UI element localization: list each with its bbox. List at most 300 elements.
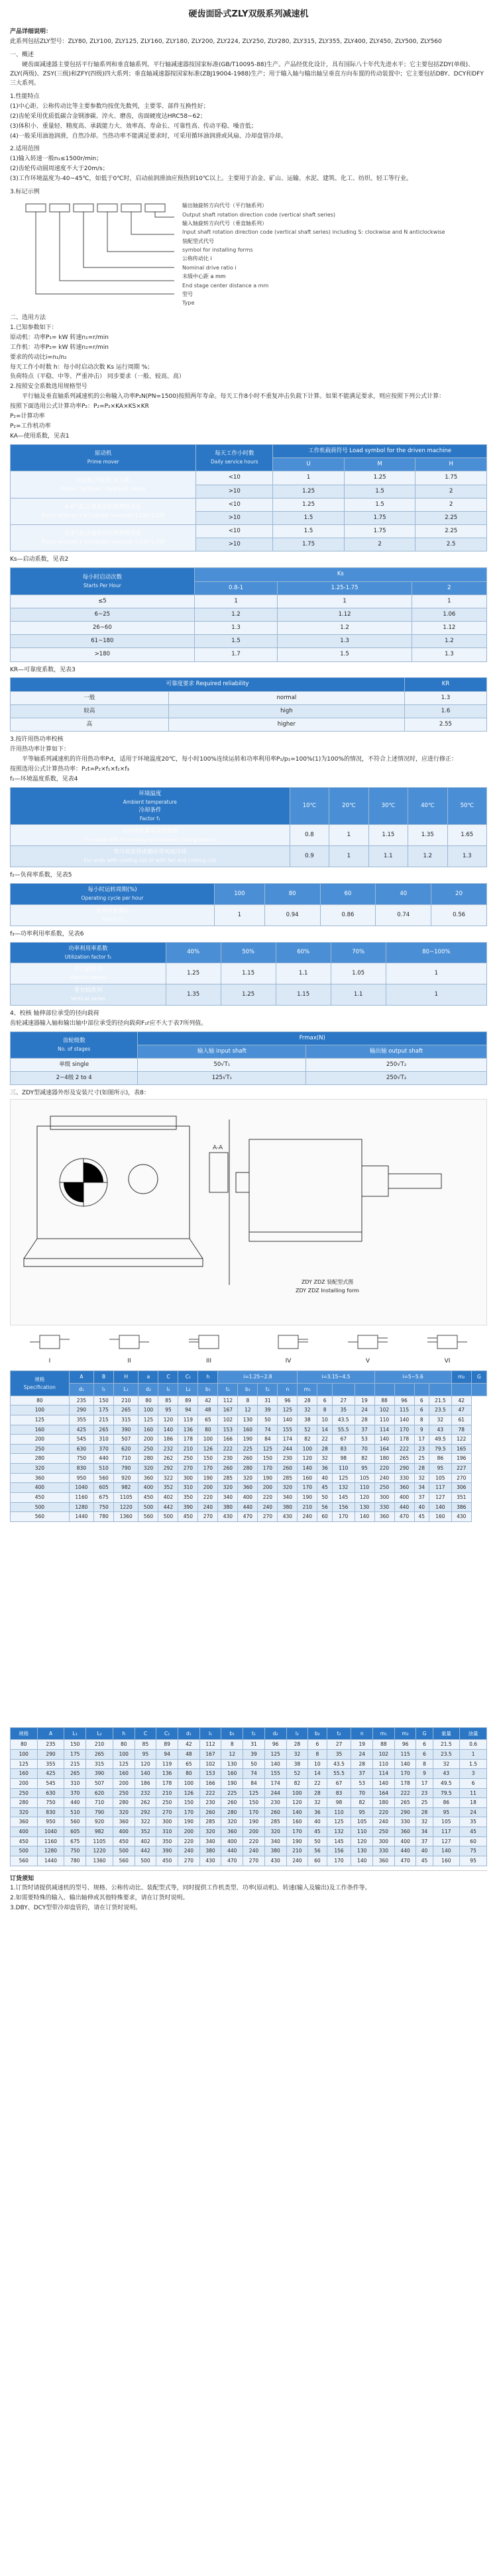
cell: 500 <box>138 1502 158 1512</box>
cell: 1040 <box>37 1827 64 1837</box>
cell: 240 <box>374 1473 394 1483</box>
cell: 37 <box>414 1492 429 1502</box>
cell: 125 <box>113 1759 135 1769</box>
cell: 50 <box>243 1759 265 1769</box>
th-col: m₂ <box>394 1727 416 1740</box>
cell: 42 <box>178 1740 200 1750</box>
cell: 160 <box>138 1425 158 1435</box>
cell-spec: 200 <box>11 1435 70 1445</box>
cell: 330 <box>374 1502 394 1512</box>
cell: 1160 <box>37 1837 64 1846</box>
form-item: V <box>348 1330 388 1367</box>
cell: 40 <box>317 1473 333 1483</box>
cell: 450 <box>138 1492 158 1502</box>
cell: 292 <box>135 1807 156 1817</box>
cell: 250√T₂ <box>306 1059 487 1072</box>
cell: 260 <box>218 1464 238 1474</box>
cell: 25 <box>416 1798 433 1808</box>
cell: 190 <box>258 1473 278 1483</box>
marking-cn: 公称传动比 i <box>182 256 212 262</box>
cell: 49.5 <box>433 1778 460 1788</box>
cell: 1 <box>460 1750 487 1760</box>
form-item: VI <box>427 1330 467 1367</box>
cell: 920 <box>114 1473 138 1483</box>
cell: 32 <box>286 1750 308 1760</box>
cell: 95 <box>460 1856 487 1866</box>
cell: high <box>168 704 404 718</box>
cell: 200 <box>198 1483 218 1493</box>
cell: 8 <box>221 1740 243 1750</box>
cell: 440 <box>394 1502 414 1512</box>
cell: 630 <box>37 1788 64 1798</box>
cell: 450 <box>156 1856 178 1866</box>
cell: 122 <box>451 1435 471 1445</box>
cell: 100 <box>286 1788 308 1798</box>
cell: 23 <box>414 1444 429 1454</box>
cell: 39 <box>258 1406 278 1415</box>
table-row <box>11 1798 487 1808</box>
cell: 160 <box>286 1817 308 1827</box>
th-col <box>332 1384 355 1396</box>
cell: 167 <box>218 1406 238 1415</box>
cell: 1.5 <box>278 648 412 661</box>
cell: 180 <box>374 1454 394 1464</box>
cell: 150 <box>64 1740 86 1750</box>
cell: 80 <box>178 1769 200 1779</box>
cell: 285 <box>218 1473 238 1483</box>
cell: 31 <box>258 1396 278 1406</box>
cell: 507 <box>114 1435 138 1445</box>
cell: 105 <box>433 1817 460 1827</box>
th-col: b₂ <box>308 1727 327 1740</box>
cell: 125 <box>264 1750 286 1760</box>
cell: 1.2 <box>278 622 412 635</box>
cell: 1040 <box>69 1483 93 1493</box>
f2-title: f₂—负荷率系数，见表5 <box>10 872 72 879</box>
thermal-line: f₁—环境温度系数，见表4 <box>10 775 78 783</box>
cell: >180 <box>11 648 195 661</box>
cell: 605 <box>64 1827 86 1837</box>
cell: 360 <box>138 1473 158 1483</box>
cell: 37 <box>351 1769 373 1779</box>
cell: 442 <box>135 1846 156 1856</box>
cell: 240 <box>243 1846 265 1856</box>
cell: 390 <box>114 1425 138 1435</box>
known-item: 每天工作小时数 h：每小时启动次数 Ks 运行周期 %； <box>10 363 154 371</box>
cell: 290 <box>394 1807 416 1817</box>
cell: 34 <box>416 1827 433 1837</box>
cell: 166 <box>218 1435 238 1445</box>
cell: 240 <box>373 1817 395 1827</box>
cell: 140 <box>264 1759 286 1769</box>
th-starts: 每小时启动次数 Starts Per Hour <box>11 568 195 595</box>
table-f1 <box>10 787 487 867</box>
cell: <10 <box>196 498 273 511</box>
cell: 605 <box>94 1483 114 1493</box>
cell: 210 <box>286 1846 308 1856</box>
th-col: 40℃ <box>408 787 447 825</box>
cell: 89 <box>178 1396 198 1406</box>
cell: 790 <box>86 1807 113 1817</box>
cell: 150 <box>94 1396 114 1406</box>
cell: 1 <box>215 904 265 926</box>
cell: 52 <box>298 1425 317 1435</box>
cell: 1105 <box>86 1837 113 1846</box>
cell: 1.25 <box>273 485 345 498</box>
cell: 370 <box>94 1444 114 1454</box>
cell: 130 <box>221 1759 243 1769</box>
table-f2 <box>10 883 487 926</box>
table-f3 <box>10 942 487 1006</box>
cell: 390 <box>178 1502 198 1512</box>
cell: 0.86 <box>320 904 376 926</box>
th-group: i=5~5.6 <box>374 1371 451 1384</box>
cell: 190 <box>178 1817 200 1827</box>
cell: 470 <box>394 1512 414 1522</box>
cell: 119 <box>156 1759 178 1769</box>
cell: 28 <box>416 1807 433 1817</box>
cell: 56 <box>317 1502 333 1512</box>
th-col: 油量 <box>460 1727 487 1740</box>
cell-spec: 560 <box>11 1512 70 1522</box>
cell: 2 <box>415 485 487 498</box>
cell: 982 <box>86 1827 113 1837</box>
cell: 290 <box>37 1750 64 1760</box>
cell: 32 <box>298 1406 317 1415</box>
cell-spec: 360 <box>11 1473 70 1483</box>
feature-item: (3)体积小、重量轻、精度高、承载能力大、效率高、寿命长、可靠性高、传动平稳、噪音低； <box>10 122 257 130</box>
cell: 560 <box>94 1473 114 1483</box>
cell: 402 <box>158 1492 178 1502</box>
cell: 47 <box>451 1406 471 1415</box>
cell: 780 <box>64 1856 86 1866</box>
cell: 227 <box>451 1464 471 1474</box>
cell: 1.25 <box>221 984 276 1006</box>
cell: 425 <box>69 1425 93 1435</box>
cell: 1.3 <box>194 622 278 635</box>
cell: 400 <box>113 1827 135 1837</box>
cell: 450 <box>113 1837 135 1846</box>
th-col: A <box>69 1371 93 1384</box>
cell: 127 <box>433 1837 460 1846</box>
cell: 43.5 <box>327 1759 351 1769</box>
table-row <box>11 1856 487 1866</box>
cell: 28 <box>414 1464 429 1474</box>
table-row <box>11 1492 487 1502</box>
cell-series: 平行轴系列 Parallel series <box>11 963 166 984</box>
cell: 117 <box>433 1827 460 1837</box>
cell: 160 <box>433 1856 460 1866</box>
cell: 125√T₁ <box>138 1072 306 1085</box>
form-item: IV <box>268 1330 308 1367</box>
cell: 86 <box>433 1798 460 1808</box>
th-col: 80~100% <box>386 942 486 963</box>
cell: higher <box>168 718 404 731</box>
cell: 27 <box>332 1396 355 1406</box>
table-row <box>11 1817 487 1827</box>
cell: 115 <box>394 1406 414 1415</box>
cell: 170 <box>178 1807 200 1817</box>
cell: 230 <box>199 1798 221 1808</box>
cell: 1.5 <box>344 485 415 498</box>
cell: normal <box>168 691 404 704</box>
cell: 125 <box>332 1473 355 1483</box>
cell: 84 <box>243 1778 265 1788</box>
cell: 285 <box>278 1473 298 1483</box>
cell: 780 <box>94 1512 114 1522</box>
cell: 35 <box>332 1406 355 1415</box>
cell: 190 <box>298 1492 317 1502</box>
cell: 140 <box>135 1769 156 1779</box>
cell: 23.5 <box>429 1406 452 1415</box>
overview-section <box>10 51 487 89</box>
cell: 200 <box>138 1435 158 1445</box>
cell: 440 <box>238 1502 258 1512</box>
cell: 1360 <box>86 1856 113 1866</box>
cell: 95 <box>135 1750 156 1760</box>
cell: 1 <box>278 595 412 608</box>
order-item: 1.订货时请提供减速机的型号、规格、公称传动比、装配型式等，同时提供工作机类型、功率(原动机)、转速(输入及输出)及工作条件等。 <box>10 1885 371 1892</box>
table-row <box>11 691 487 704</box>
cell: 750 <box>69 1454 93 1464</box>
table-row <box>11 525 487 538</box>
cell: 140 <box>351 1856 373 1866</box>
cell: 315 <box>86 1759 113 1769</box>
cell: 74 <box>258 1425 278 1435</box>
cell: 1 <box>329 825 368 846</box>
cell: 400 <box>394 1837 416 1846</box>
cell: 140 <box>429 1502 452 1512</box>
cell: 260 <box>264 1807 286 1817</box>
cell: 50√T₁ <box>138 1059 306 1072</box>
cell: 83 <box>327 1788 351 1798</box>
cell: 140 <box>394 1415 414 1425</box>
cell: 440 <box>221 1846 243 1856</box>
cell: 1.5 <box>460 1759 487 1769</box>
th-stages: 齿轮级数 No. of stages <box>11 1031 138 1058</box>
cell: 78 <box>451 1425 471 1435</box>
th-col: 规格 <box>11 1727 38 1740</box>
cell: 235 <box>69 1396 93 1406</box>
cell: 1.25 <box>344 471 415 485</box>
cell: 40 <box>416 1846 433 1856</box>
th-col <box>317 1384 333 1396</box>
cell: 130 <box>355 1502 374 1512</box>
cell: 110 <box>351 1827 373 1837</box>
cell: 1.1 <box>368 846 408 867</box>
cell: 210 <box>114 1396 138 1406</box>
form-item: I <box>30 1330 70 1367</box>
cell: 1.1 <box>276 963 331 984</box>
cell: 160 <box>298 1473 317 1483</box>
th-col: l₁ <box>199 1727 221 1740</box>
cell: 102 <box>374 1406 394 1415</box>
cell: 280 <box>238 1464 258 1474</box>
cell-spec: 160 <box>11 1425 70 1435</box>
cell: 8 <box>414 1415 429 1425</box>
cell: 830 <box>37 1807 64 1817</box>
th-col: t₁ <box>218 1384 238 1396</box>
cell: 545 <box>69 1435 93 1445</box>
cell: 186 <box>135 1778 156 1788</box>
table-kr <box>10 677 487 732</box>
cell: 360 <box>238 1483 258 1493</box>
cell: 1.2 <box>412 635 486 648</box>
th-col: L₂ <box>178 1384 198 1396</box>
cell: 110 <box>373 1759 395 1769</box>
th-col: L₂ <box>86 1727 113 1740</box>
cell: 380 <box>278 1502 298 1512</box>
th-col: l₁ <box>94 1384 114 1396</box>
cell: 0.94 <box>264 904 320 926</box>
cell: 160 <box>238 1425 258 1435</box>
cell: 38 <box>286 1759 308 1769</box>
cell: 38 <box>298 1415 317 1425</box>
cell: 112 <box>218 1396 238 1406</box>
th-col: 20℃ <box>329 787 368 825</box>
th-col <box>471 1384 486 1396</box>
cell-cooling: 带冷却盘管或循环带风扇冷却 For units with cooling coil or with fan and cooling coil <box>11 846 290 867</box>
cell: 110 <box>327 1807 351 1817</box>
th-output: 输出轴 output shaft <box>306 1045 487 1058</box>
cell: 32 <box>416 1817 433 1827</box>
cell: 1.15 <box>276 984 331 1006</box>
cell: 70 <box>351 1788 373 1798</box>
marking-en: Nominal drive ratio i <box>182 264 237 271</box>
cell: 126 <box>198 1444 218 1454</box>
cell: 1.65 <box>447 825 487 846</box>
cell-spec: 80 <box>11 1396 70 1406</box>
cell: 120 <box>158 1415 178 1425</box>
table-row <box>11 635 487 648</box>
th-col: 1.25-1.75 <box>278 581 412 595</box>
cell: 156 <box>332 1502 355 1512</box>
cell-f2: 负荷率系数f₂ Factor f₂ <box>11 904 215 926</box>
cell: 140 <box>433 1846 460 1856</box>
scope-item: (2)齿轮传动圆周速度不大于20m/s； <box>10 166 109 173</box>
cell: 85 <box>158 1396 178 1406</box>
known-item: 平行轴及垂直轴系列减速机的公称输入功率P₁N(PN=1500)按照两年寿命。每天工作8小时不重复冲击负载下计算。如果不能满足要求，则应按照下列公式计算： <box>22 393 445 401</box>
th-col: n <box>278 1384 298 1396</box>
table-row <box>11 1837 487 1846</box>
cell: 178 <box>394 1435 414 1445</box>
cell: 155 <box>278 1425 298 1435</box>
table-row <box>11 1444 487 1454</box>
cell: 232 <box>135 1788 156 1798</box>
cell-spec: 160 <box>11 1769 38 1779</box>
cell: 1 <box>386 963 486 984</box>
cell: 140 <box>374 1435 394 1445</box>
cell: 220 <box>373 1807 395 1817</box>
cell: 1.12 <box>278 608 412 621</box>
cell: 110 <box>374 1415 394 1425</box>
th-col: d₁ <box>178 1727 200 1740</box>
cell: 160 <box>113 1769 135 1779</box>
th-col: d₂ <box>138 1384 158 1396</box>
th-col: 50℃ <box>447 787 487 825</box>
cell: 120 <box>135 1759 156 1769</box>
cell: 1105 <box>114 1492 138 1502</box>
th-group: i=3.15~4.5 <box>298 1371 374 1384</box>
cell: 22 <box>308 1778 327 1788</box>
overview-title: 一、概述 <box>10 52 34 59</box>
cell: 360 <box>394 1827 416 1837</box>
thermal-line: 平等轴系列减速机的许用热功率P₁t，适用于环境温度20℃，每小时100%连续运转和功率利用率P₁/p₁=100%(1)为100%的情况，不符合上述情况时，应进行修正： <box>22 756 457 763</box>
cell: 1220 <box>86 1846 113 1856</box>
cell: 28 <box>351 1759 373 1769</box>
cell: 390 <box>156 1846 178 1856</box>
cell: 250 <box>113 1788 135 1798</box>
cell: <10 <box>196 525 273 538</box>
cell: 67 <box>327 1778 351 1788</box>
cell: 220 <box>374 1464 394 1474</box>
cell: 1 <box>412 595 486 608</box>
cell: 1.15 <box>221 963 276 984</box>
cell: 1.5 <box>273 525 345 538</box>
cell: 53 <box>351 1778 373 1788</box>
cell: 290 <box>69 1406 93 1415</box>
cell: 790 <box>114 1464 138 1474</box>
cell: 240 <box>198 1502 218 1512</box>
cell: 42 <box>198 1396 218 1406</box>
thermal-line: 许用热功率计算如下： <box>10 746 70 753</box>
cell: 178 <box>178 1435 198 1445</box>
cell: 132 <box>327 1827 351 1837</box>
cell: 230 <box>278 1454 298 1464</box>
cell: 0.8 <box>290 825 329 846</box>
cell: 32 <box>429 1415 452 1425</box>
cell: 82 <box>298 1435 317 1445</box>
cell: 36 <box>317 1464 333 1474</box>
cell: 48 <box>198 1406 218 1415</box>
th-col: 20 <box>431 883 487 904</box>
cell: 322 <box>135 1817 156 1827</box>
th-col: 10℃ <box>290 787 329 825</box>
cell: 330 <box>394 1473 414 1483</box>
cell: 1280 <box>37 1846 64 1856</box>
cell: 28 <box>308 1788 327 1798</box>
cell: 28 <box>286 1740 308 1750</box>
th-group: i=1.25~2.8 <box>218 1371 298 1384</box>
cell: 440 <box>394 1846 416 1856</box>
radial-title: 4、校核 轴伸部位承受的径向载荷 <box>10 1010 99 1017</box>
cell: 27 <box>327 1740 351 1750</box>
cell: 270 <box>178 1856 200 1866</box>
cell: 360 <box>113 1817 135 1827</box>
cell: 225 <box>221 1788 243 1798</box>
cell: 190 <box>238 1435 258 1445</box>
th-motor: 原动机 Prime mover <box>11 445 196 471</box>
cell: 2.25 <box>415 511 487 524</box>
th-col: m₁ <box>373 1727 395 1740</box>
cell: 45 <box>414 1512 429 1522</box>
cell: 6 <box>416 1740 433 1750</box>
cell-cooling: 无冷却装置及油池润滑 For units with no cooling and without cooling device <box>11 825 290 846</box>
th-spec: 规格 Specification <box>11 1371 70 1396</box>
cell: 215 <box>94 1415 114 1425</box>
cell: 630 <box>69 1444 93 1454</box>
th-col: b₂ <box>238 1384 258 1396</box>
cell: 48 <box>178 1750 200 1760</box>
cell: 250√T₂ <box>306 1072 487 1085</box>
cell: 1.3 <box>447 846 487 867</box>
cell: 6~25 <box>11 608 195 621</box>
cell: 35 <box>327 1750 351 1760</box>
cell: 310 <box>64 1778 86 1788</box>
cell: 105 <box>355 1473 374 1483</box>
cell: 1.5 <box>273 511 345 524</box>
cell: 24 <box>355 1406 374 1415</box>
